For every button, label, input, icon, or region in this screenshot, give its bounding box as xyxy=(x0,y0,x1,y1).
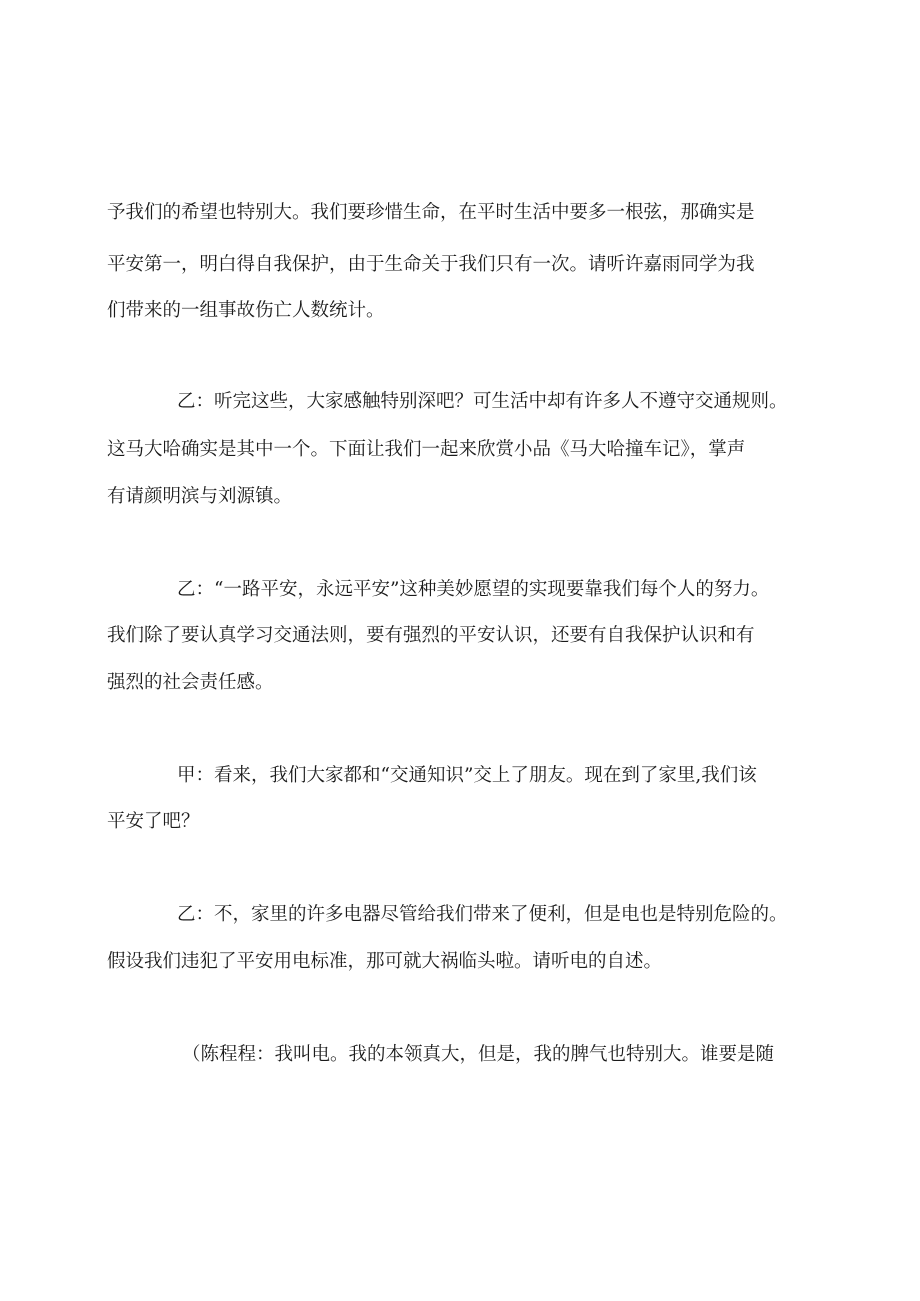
paragraph-2-line-3: 有请颜明滨与刘源镇。 xyxy=(107,486,293,507)
paragraph-1-line-3: 们带来的一组事故伤亡人数统计。 xyxy=(107,300,385,321)
paragraph-6-line-1: （陈程程：我叫电。我的本领真大，但是，我的脾气也特别大。谁要是随 xyxy=(182,1044,775,1065)
paragraph-3-line-1: 乙：“一路平安，永远平安”这种美妙愿望的实现要靠我们每个人的努力。 xyxy=(177,579,770,600)
paragraph-3-line-2: 我们除了要认真学习交通法则，要有强烈的平安认识，还要有自我保护认识和有 xyxy=(107,625,755,646)
paragraph-4-line-2: 平安了吧？ xyxy=(107,811,200,832)
paragraph-4-line-1: 甲：看来，我们大家都和“交通知识”交上了朋友。现在到了家里,我们该 xyxy=(177,765,757,786)
paragraph-5-line-1: 乙：不，家里的许多电器尽管给我们带来了便利，但是电也是特别危险的。 xyxy=(177,904,788,925)
paragraph-3-line-3: 强烈的社会责任感。 xyxy=(107,672,274,693)
paragraph-2-line-1: 乙：听完这些，大家感触特别深吧？可生活中却有许多人不遵守交通规则。 xyxy=(177,391,788,412)
paragraph-1-line-1: 予我们的希望也特别大。我们要珍惜生命，在平时生活中要多一根弦，那确实是 xyxy=(107,202,755,223)
paragraph-2-line-2: 这马大哈确实是其中一个。下面让我们一起来欣赏小品《马大哈撞车记》，掌声 xyxy=(107,439,746,460)
paragraph-1-line-2: 平安第一，明白得自我保护，由于生命关于我们只有一次。请听许嘉雨同学为我 xyxy=(107,254,755,275)
paragraph-5-line-2: 假设我们违犯了平安用电标准，那可就大祸临头啦。请听电的自述。 xyxy=(107,951,663,972)
